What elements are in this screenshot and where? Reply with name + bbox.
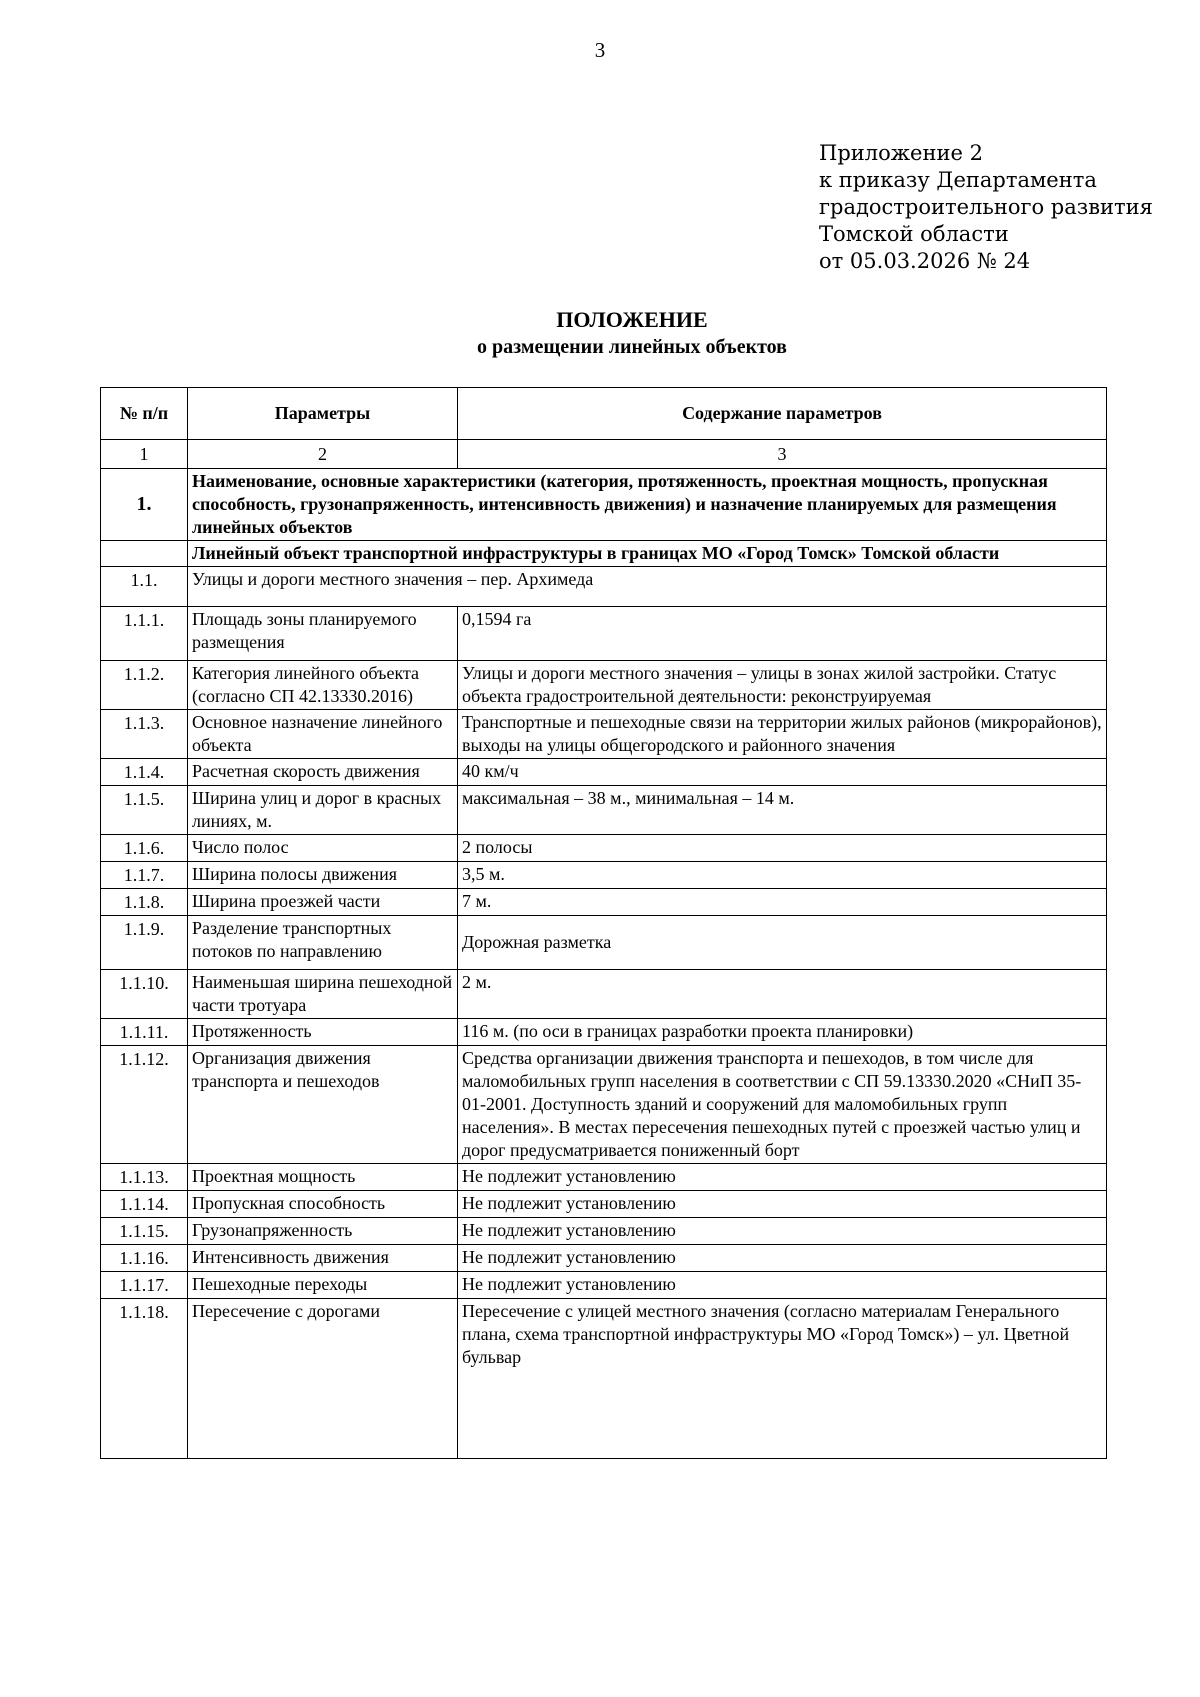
- row-number: 1.1.16.: [101, 1245, 188, 1272]
- subsection-row: [101, 567, 1107, 607]
- row-number: 1.1.5.: [101, 786, 188, 835]
- row-number: 1.1.11.: [101, 1019, 188, 1046]
- table-row: [101, 1191, 1107, 1218]
- row-value: Не подлежит установлению: [458, 1245, 1107, 1272]
- row-value: 7 м.: [458, 889, 1107, 916]
- row-parameter: Категория линейного объекта (согласно СП 42.13330.2016): [188, 661, 458, 710]
- subsection-heading: Улицы и дороги местного значения – пер. Архимеда: [188, 567, 1107, 607]
- row-value: Не подлежит установлению: [458, 1191, 1107, 1218]
- table-row: [101, 759, 1107, 786]
- column-index: 3: [458, 440, 1107, 469]
- row-parameter: Ширина полосы движения: [188, 862, 458, 889]
- row-parameter: Пересечение с дорогами: [188, 1299, 458, 1459]
- row-value: максимальная – 38 м., минимальная – 14 м.: [458, 786, 1107, 835]
- document-subtitle: о размещении линейных объектов: [477, 336, 787, 358]
- document-title: ПОЛОЖЕНИЕ: [556, 307, 708, 332]
- table-row: [101, 889, 1107, 916]
- row-parameter: Протяженность: [188, 1019, 458, 1046]
- table-row: [101, 710, 1107, 759]
- row-number: 1.1.3.: [101, 710, 188, 759]
- object-title: Линейный объект транспортной инфраструктуры в границах МО «Город Томск» Томской области: [188, 541, 1107, 567]
- row-value: 2 полосы: [458, 835, 1107, 862]
- row-parameter: Грузонапряженность: [188, 1218, 458, 1245]
- table-row: [101, 607, 1107, 661]
- row-value: Улицы и дороги местного значения – улицы в зонах жилой застройки. Статус объекта градостроительной деятельности: реконструируемая: [458, 661, 1107, 710]
- row-number: 1.1.13.: [101, 1164, 188, 1191]
- row-value: 40 км/ч: [458, 759, 1107, 786]
- row-parameter: Пропускная способность: [188, 1191, 458, 1218]
- column-index: 2: [188, 440, 458, 469]
- row-parameter: Площадь зоны планируемого размещения: [188, 607, 458, 661]
- section-row: [101, 469, 1107, 541]
- row-number: 1.1.9.: [101, 916, 188, 970]
- row-parameter: Ширина проезжей части: [188, 889, 458, 916]
- row-parameter: Расчетная скорость движения: [188, 759, 458, 786]
- row-value: Средства организации движения транспорта и пешеходов, в том числе для маломобильных групп населения в соответствии с СП 59.13330.2020 «СНиП 35-01-2001. Доступность зданий и сооружений для маломобильных групп населения». В местах пересечения пешеходных путей с проезжей частью улиц и дорог предусматривается пониженный борт: [458, 1046, 1107, 1164]
- row-parameter: Наименьшая ширина пешеходной части тротуара: [188, 970, 458, 1019]
- row-parameter: Интенсивность движения: [188, 1245, 458, 1272]
- table-row: [101, 786, 1107, 835]
- appendix-line: градостроительного развития: [819, 195, 1153, 219]
- row-value: 3,5 м.: [458, 862, 1107, 889]
- row-number: 1.1.12.: [101, 1046, 188, 1164]
- row-number: 1.1.6.: [101, 835, 188, 862]
- subsection-number: 1.1.: [101, 567, 188, 607]
- table-row: [101, 1245, 1107, 1272]
- row-parameter: Ширина улиц и дорог в красных линиях, м.: [188, 786, 458, 835]
- table-row: [101, 1019, 1107, 1046]
- section-heading: Наименование, основные характеристики (категория, протяженность, проектная мощность, пропускная способность, грузонапряженность, интенсивность движения) и назначение планируемых для размещения линейных объектов: [188, 469, 1107, 541]
- section-number: 1.: [101, 469, 188, 541]
- table-row: [101, 916, 1107, 970]
- row-value: Не подлежит установлению: [458, 1218, 1107, 1245]
- appendix-line: Томской области: [819, 222, 1009, 246]
- row-parameter: Основное назначение линейного объекта: [188, 710, 458, 759]
- row-number: 1.1.1.: [101, 607, 188, 661]
- appendix-line: к приказу Департамента: [819, 168, 1097, 192]
- row-number: 1.1.10.: [101, 970, 188, 1019]
- table-row: [101, 1164, 1107, 1191]
- row-number: 1.1.4.: [101, 759, 188, 786]
- row-number: 1.1.2.: [101, 661, 188, 710]
- row-parameter: Число полос: [188, 835, 458, 862]
- appendix-line: от 05.03.2026 № 24: [819, 249, 1031, 273]
- table-row: [101, 1218, 1107, 1245]
- row-number: 1.1.8.: [101, 889, 188, 916]
- header-content: Содержание параметров: [458, 388, 1107, 440]
- row-value: Дорожная разметка: [458, 916, 1107, 970]
- row-parameter: Организация движения транспорта и пешеходов: [188, 1046, 458, 1164]
- row-value: Транспортные и пешеходные связи на территории жилых районов (микрорайонов), выходы на улицы общегородского и районного значения: [458, 710, 1107, 759]
- row-number: 1.1.7.: [101, 862, 188, 889]
- row-number: 1.1.18.: [101, 1299, 188, 1459]
- table-row: [101, 1046, 1107, 1164]
- appendix-block: [819, 140, 1153, 275]
- appendix-line: Приложение 2: [819, 141, 983, 165]
- row-value: 116 м. (по оси в границах разработки проекта планировки): [458, 1019, 1107, 1046]
- table-row: [101, 835, 1107, 862]
- row-value: 0,1594 га: [458, 607, 1107, 661]
- row-value: Не подлежит установлению: [458, 1272, 1107, 1299]
- empty-cell: [101, 541, 188, 567]
- column-index: 1: [101, 440, 188, 469]
- row-number: 1.1.14.: [101, 1191, 188, 1218]
- object-title-row: [101, 541, 1107, 567]
- page-number: 3: [594, 38, 606, 62]
- table-row: [101, 661, 1107, 710]
- table-row: [101, 1299, 1107, 1459]
- row-value: 2 м.: [458, 970, 1107, 1019]
- table-header-row: [101, 388, 1107, 440]
- table-row: [101, 1272, 1107, 1299]
- row-number: 1.1.17.: [101, 1272, 188, 1299]
- header-num: № п/п: [101, 388, 188, 440]
- row-parameter: Разделение транспортных потоков по направлению: [188, 916, 458, 970]
- header-params: Параметры: [188, 388, 458, 440]
- row-value: Пересечение с улицей местного значения (согласно материалам Генерального плана, схема транспортной инфраструктуры МО «Город Томск») – ул. Цветной бульвар: [458, 1299, 1107, 1459]
- column-index-row: [101, 440, 1107, 469]
- table-row: [101, 862, 1107, 889]
- row-parameter: Проектная мощность: [188, 1164, 458, 1191]
- row-value: Не подлежит установлению: [458, 1164, 1107, 1191]
- row-parameter: Пешеходные переходы: [188, 1272, 458, 1299]
- table-row: [101, 970, 1107, 1019]
- parameters-table: [100, 387, 1107, 1459]
- row-number: 1.1.15.: [101, 1218, 188, 1245]
